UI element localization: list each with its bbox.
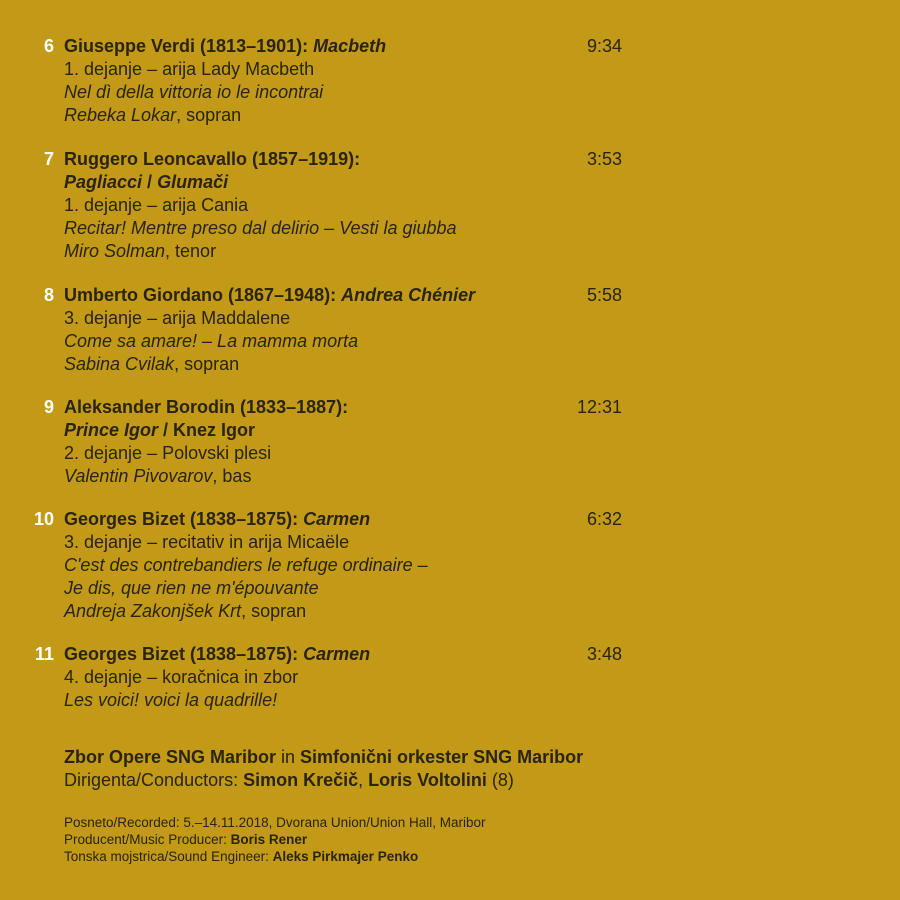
work-title: Macbeth xyxy=(313,36,387,56)
work-line xyxy=(64,419,564,442)
work-title: Carmen xyxy=(303,644,371,664)
track-number: 6 xyxy=(43,36,54,56)
track-details xyxy=(64,508,564,623)
work-title-original: Prince Igor xyxy=(64,420,159,440)
work-title-original: Pagliacci xyxy=(64,172,143,192)
conjunction: in xyxy=(276,747,301,767)
work-title: Andrea Chénier xyxy=(341,285,476,305)
composer: Aleksander Borodin (1833–1887): xyxy=(64,397,349,417)
conductor-name: Simon Krečič xyxy=(243,770,359,790)
producer-line xyxy=(64,831,486,848)
track-details xyxy=(64,396,564,488)
performer: Rebeka Lokar xyxy=(64,105,177,125)
voice-type: , sopran xyxy=(241,601,307,621)
composer-line xyxy=(64,643,564,666)
conductors-line xyxy=(64,769,583,792)
orchestra-name: Simfonični orkester SNG Maribor xyxy=(300,747,584,767)
producer-name: Boris Rener xyxy=(230,832,308,847)
composer: Georges Bizet (1838–1875): xyxy=(64,644,299,664)
performer-line xyxy=(64,353,564,376)
composer: Giuseppe Verdi (1813–1901): xyxy=(64,36,309,56)
work-title: Carmen xyxy=(303,509,371,529)
performer: Miro Solman xyxy=(64,241,166,261)
track-details xyxy=(64,148,564,263)
aria-line: Les voici! voici la quadrille! xyxy=(64,690,278,710)
performer-line xyxy=(64,104,564,127)
track-number: 10 xyxy=(33,509,54,529)
aria-line-2: Je dis, que rien ne m'épouvante xyxy=(64,578,319,598)
voice-type: , sopran xyxy=(176,105,242,125)
track-duration: 3:53 xyxy=(586,149,622,169)
conductor-name: Loris Voltolini xyxy=(368,770,487,790)
work-separator: / xyxy=(158,420,174,440)
aria-line: Come sa amare! – La mamma morta xyxy=(64,331,359,351)
work-title-translated: Glumači xyxy=(157,172,229,192)
track-duration: 5:58 xyxy=(586,285,622,305)
work-separator: / xyxy=(142,172,158,192)
act-line: 1. dejanje – arija Cania xyxy=(64,195,249,215)
producer-label: Producent/Music Producer: xyxy=(64,832,231,847)
composer: Ruggero Leoncavallo (1857–1919): xyxy=(64,149,361,169)
act-line: 1. dejanje – arija Lady Macbeth xyxy=(64,59,315,79)
aria-line: Nel dì della vittoria io le incontrai xyxy=(64,82,324,102)
act-line: 4. dejanje – koračnica in zbor xyxy=(64,667,299,687)
composer-line xyxy=(64,35,564,58)
composer: Georges Bizet (1838–1875): xyxy=(64,509,299,529)
aria-line-1: C'est des contrebandiers le refuge ordinaire – xyxy=(64,555,428,575)
recording-credits xyxy=(64,814,486,865)
performer: Sabina Cvilak xyxy=(64,354,175,374)
composer-line xyxy=(64,508,564,531)
performer-line xyxy=(64,600,564,623)
voice-type: , bas xyxy=(212,466,252,486)
act-line: 3. dejanje – arija Maddalene xyxy=(64,308,291,328)
track-number: 7 xyxy=(43,149,54,169)
track-details xyxy=(64,284,564,376)
track-number: 9 xyxy=(43,397,54,417)
engineer-line xyxy=(64,848,486,865)
track-number: 11 xyxy=(34,644,54,664)
ensembles-line xyxy=(64,746,583,769)
separator: , xyxy=(358,770,369,790)
track-number: 8 xyxy=(43,285,54,305)
track-duration: 3:48 xyxy=(586,644,622,664)
conductor-note: (8) xyxy=(486,770,514,790)
voice-type: , tenor xyxy=(165,241,217,261)
voice-type: , sopran xyxy=(174,354,240,374)
track-duration: 6:32 xyxy=(586,509,622,529)
track-duration: 12:31 xyxy=(576,397,622,417)
composer-line xyxy=(64,284,564,307)
engineer-name: Aleks Pirkmajer Penko xyxy=(272,849,419,864)
performer-line xyxy=(64,465,564,488)
performer: Valentin Pivovarov xyxy=(64,466,213,486)
choir-name: Zbor Opere SNG Maribor xyxy=(64,747,277,767)
track-details xyxy=(64,643,564,712)
work-line xyxy=(64,171,564,194)
act-line: 2. dejanje – Polovski plesi xyxy=(64,443,272,463)
recorded-line: Posneto/Recorded: 5.–14.11.2018, Dvorana Union/Union Hall, Maribor xyxy=(64,815,486,830)
aria-line: Recitar! Mentre preso dal delirio – Vesti la giubba xyxy=(64,218,457,238)
performers-credits xyxy=(64,746,583,792)
performer: Andreja Zakonjšek Krt xyxy=(64,601,242,621)
track-details xyxy=(64,35,564,127)
work-title-translated: Knez Igor xyxy=(173,420,256,440)
performer-line xyxy=(64,240,564,263)
track-duration: 9:34 xyxy=(586,36,622,56)
engineer-label: Tonska mojstrica/Sound Engineer: xyxy=(64,849,273,864)
act-line: 3. dejanje – recitativ in arija Micaële xyxy=(64,532,350,552)
composer: Umberto Giordano (1867–1948): xyxy=(64,285,337,305)
conductors-label: Dirigenta/Conductors: xyxy=(64,770,244,790)
